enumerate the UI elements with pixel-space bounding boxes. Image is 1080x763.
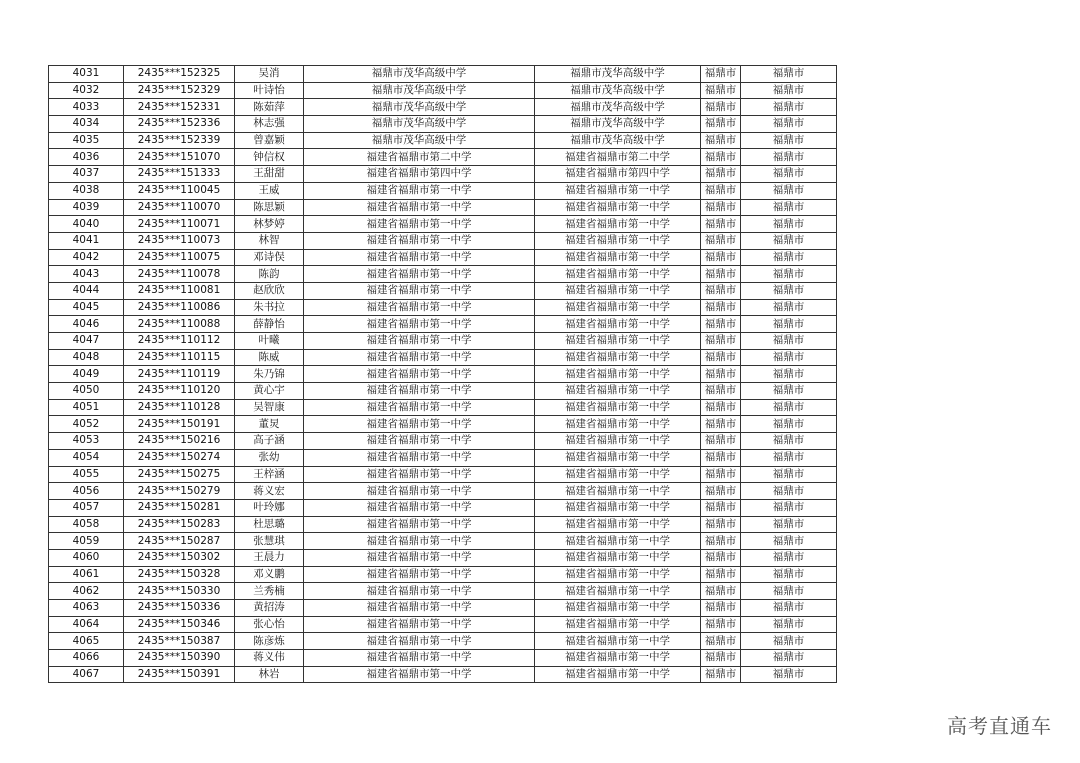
- cell-name: 林岩: [235, 666, 304, 683]
- table-row: [49, 299, 837, 316]
- cell-city: 福鼎市: [701, 132, 741, 149]
- table-row: [49, 349, 837, 366]
- cell-school-registered: 福建省福鼎市第一中学: [535, 466, 701, 483]
- cell-school: 福建省福鼎市第二中学: [304, 149, 535, 166]
- cell-school-registered: 福建省福鼎市第一中学: [535, 232, 701, 249]
- cell-name: 王威: [235, 182, 304, 199]
- cell-index: 4050: [49, 383, 124, 400]
- table-row: [49, 433, 837, 450]
- cell-index: 4052: [49, 416, 124, 433]
- cell-city: 福鼎市: [701, 666, 741, 683]
- cell-index: 4056: [49, 483, 124, 500]
- cell-region: 福鼎市: [741, 499, 837, 516]
- cell-index: 4043: [49, 266, 124, 283]
- cell-region: 福鼎市: [741, 483, 837, 500]
- cell-exam-id: 2435***150216: [124, 433, 235, 450]
- cell-city: 福鼎市: [701, 466, 741, 483]
- table-row: [49, 583, 837, 600]
- cell-index: 4058: [49, 516, 124, 533]
- cell-exam-id: 2435***110115: [124, 349, 235, 366]
- cell-exam-id: 2435***150390: [124, 650, 235, 667]
- cell-school: 福鼎市茂华高级中学: [304, 132, 535, 149]
- cell-exam-id: 2435***151070: [124, 149, 235, 166]
- cell-name: 林梦婷: [235, 216, 304, 233]
- cell-region: 福鼎市: [741, 366, 837, 383]
- cell-school: 福建省福鼎市第一中学: [304, 433, 535, 450]
- cell-school-registered: 福建省福鼎市第一中学: [535, 633, 701, 650]
- cell-school-registered: 福建省福鼎市第一中学: [535, 600, 701, 617]
- cell-index: 4048: [49, 349, 124, 366]
- cell-name: 王晨力: [235, 549, 304, 566]
- cell-exam-id: 2435***110119: [124, 366, 235, 383]
- cell-index: 4036: [49, 149, 124, 166]
- cell-school-registered: 福建省福鼎市第一中学: [535, 383, 701, 400]
- cell-school: 福建省福鼎市第一中学: [304, 600, 535, 617]
- cell-city: 福鼎市: [701, 232, 741, 249]
- table-row: [49, 199, 837, 216]
- cell-exam-id: 2435***151333: [124, 166, 235, 183]
- cell-name: 高子涵: [235, 433, 304, 450]
- cell-city: 福鼎市: [701, 583, 741, 600]
- cell-school-registered: 福建省福鼎市第一中学: [535, 182, 701, 199]
- cell-city: 福鼎市: [701, 549, 741, 566]
- cell-name: 兰秀楠: [235, 583, 304, 600]
- cell-school: 福建省福鼎市第一中学: [304, 366, 535, 383]
- cell-index: 4054: [49, 449, 124, 466]
- cell-region: 福鼎市: [741, 66, 837, 83]
- cell-school-registered: 福建省福鼎市第一中学: [535, 316, 701, 333]
- table-row: [49, 399, 837, 416]
- cell-school-registered: 福建省福鼎市第一中学: [535, 416, 701, 433]
- cell-school: 福建省福鼎市第一中学: [304, 216, 535, 233]
- cell-school: 福建省福鼎市第一中学: [304, 583, 535, 600]
- table-row: [49, 132, 837, 149]
- table-row: [49, 633, 837, 650]
- cell-school: 福建省福鼎市第一中学: [304, 316, 535, 333]
- cell-exam-id: 2435***152339: [124, 132, 235, 149]
- cell-school-registered: 福建省福鼎市第一中学: [535, 449, 701, 466]
- cell-city: 福鼎市: [701, 600, 741, 617]
- table-row: [49, 333, 837, 350]
- cell-index: 4031: [49, 66, 124, 83]
- cell-region: 福鼎市: [741, 199, 837, 216]
- cell-index: 4061: [49, 566, 124, 583]
- cell-index: 4034: [49, 116, 124, 133]
- cell-school-registered: 福建省福鼎市第一中学: [535, 333, 701, 350]
- cell-region: 福鼎市: [741, 650, 837, 667]
- cell-school: 福建省福鼎市第一中学: [304, 616, 535, 633]
- cell-city: 福鼎市: [701, 116, 741, 133]
- cell-school-registered: 福建省福鼎市第一中学: [535, 299, 701, 316]
- cell-school: 福建省福鼎市第一中学: [304, 633, 535, 650]
- cell-city: 福鼎市: [701, 433, 741, 450]
- cell-region: 福鼎市: [741, 99, 837, 116]
- table-row: [49, 383, 837, 400]
- cell-city: 福鼎市: [701, 249, 741, 266]
- cell-region: 福鼎市: [741, 149, 837, 166]
- cell-school: 福建省福鼎市第一中学: [304, 650, 535, 667]
- cell-region: 福鼎市: [741, 549, 837, 566]
- cell-name: 陈威: [235, 349, 304, 366]
- cell-name: 张幼: [235, 449, 304, 466]
- table-row: [49, 499, 837, 516]
- cell-city: 福鼎市: [701, 299, 741, 316]
- cell-city: 福鼎市: [701, 266, 741, 283]
- cell-exam-id: 2435***150283: [124, 516, 235, 533]
- table-row: [49, 116, 837, 133]
- cell-exam-id: 2435***150287: [124, 533, 235, 550]
- cell-city: 福鼎市: [701, 99, 741, 116]
- cell-region: 福鼎市: [741, 266, 837, 283]
- cell-city: 福鼎市: [701, 399, 741, 416]
- cell-exam-id: 2435***110088: [124, 316, 235, 333]
- cell-name: 薛静怡: [235, 316, 304, 333]
- cell-region: 福鼎市: [741, 132, 837, 149]
- cell-exam-id: 2435***152331: [124, 99, 235, 116]
- cell-name: 张慧琪: [235, 533, 304, 550]
- cell-name: 邓义鹏: [235, 566, 304, 583]
- cell-name: 朱书拉: [235, 299, 304, 316]
- cell-exam-id: 2435***110120: [124, 383, 235, 400]
- cell-school: 福建省福鼎市第一中学: [304, 449, 535, 466]
- cell-city: 福鼎市: [701, 499, 741, 516]
- cell-city: 福鼎市: [701, 366, 741, 383]
- cell-school: 福建省福鼎市第一中学: [304, 549, 535, 566]
- cell-region: 福鼎市: [741, 282, 837, 299]
- cell-city: 福鼎市: [701, 349, 741, 366]
- cell-school: 福建省福鼎市第一中学: [304, 399, 535, 416]
- cell-index: 4063: [49, 600, 124, 617]
- table-row: [49, 99, 837, 116]
- cell-index: 4035: [49, 132, 124, 149]
- cell-city: 福鼎市: [701, 199, 741, 216]
- cell-exam-id: 2435***110112: [124, 333, 235, 350]
- cell-exam-id: 2435***110071: [124, 216, 235, 233]
- cell-index: 4046: [49, 316, 124, 333]
- table-row: [49, 650, 837, 667]
- cell-name: 林智: [235, 232, 304, 249]
- cell-school-registered: 福鼎市茂华高级中学: [535, 116, 701, 133]
- cell-school-registered: 福建省福鼎市第二中学: [535, 149, 701, 166]
- cell-city: 福鼎市: [701, 633, 741, 650]
- cell-index: 4065: [49, 633, 124, 650]
- table-row: [49, 166, 837, 183]
- cell-exam-id: 2435***152325: [124, 66, 235, 83]
- cell-index: 4045: [49, 299, 124, 316]
- cell-school-registered: 福鼎市茂华高级中学: [535, 66, 701, 83]
- cell-region: 福鼎市: [741, 666, 837, 683]
- cell-exam-id: 2435***150387: [124, 633, 235, 650]
- cell-city: 福鼎市: [701, 516, 741, 533]
- table-row: [49, 66, 837, 83]
- table-row: [49, 416, 837, 433]
- cell-school: 福建省福鼎市第一中学: [304, 299, 535, 316]
- cell-exam-id: 2435***152336: [124, 116, 235, 133]
- cell-index: 4042: [49, 249, 124, 266]
- table-row: [49, 216, 837, 233]
- cell-school: 福建省福鼎市第四中学: [304, 166, 535, 183]
- cell-school: 福建省福鼎市第一中学: [304, 349, 535, 366]
- cell-school: 福建省福鼎市第一中学: [304, 566, 535, 583]
- cell-index: 4039: [49, 199, 124, 216]
- cell-city: 福鼎市: [701, 333, 741, 350]
- table-row: [49, 82, 837, 99]
- cell-name: 钟信权: [235, 149, 304, 166]
- cell-school-registered: 福建省福鼎市第一中学: [535, 282, 701, 299]
- cell-exam-id: 2435***110045: [124, 182, 235, 199]
- cell-name: 蒋义宏: [235, 483, 304, 500]
- cell-index: 4053: [49, 433, 124, 450]
- cell-region: 福鼎市: [741, 583, 837, 600]
- cell-exam-id: 2435***150328: [124, 566, 235, 583]
- cell-name: 赵欣欣: [235, 282, 304, 299]
- cell-school: 福鼎市茂华高级中学: [304, 82, 535, 99]
- cell-index: 4044: [49, 282, 124, 299]
- cell-index: 4064: [49, 616, 124, 633]
- cell-school: 福建省福鼎市第一中学: [304, 282, 535, 299]
- cell-city: 福鼎市: [701, 533, 741, 550]
- cell-school: 福建省福鼎市第一中学: [304, 533, 535, 550]
- cell-name: 叶曦: [235, 333, 304, 350]
- cell-exam-id: 2435***110128: [124, 399, 235, 416]
- cell-city: 福鼎市: [701, 383, 741, 400]
- cell-index: 4033: [49, 99, 124, 116]
- cell-school: 福建省福鼎市第一中学: [304, 483, 535, 500]
- cell-city: 福鼎市: [701, 650, 741, 667]
- cell-region: 福鼎市: [741, 216, 837, 233]
- cell-city: 福鼎市: [701, 616, 741, 633]
- results-table: [48, 65, 837, 683]
- cell-name: 陈彦炼: [235, 633, 304, 650]
- cell-name: 叶玲娜: [235, 499, 304, 516]
- cell-region: 福鼎市: [741, 166, 837, 183]
- cell-name: 蒋义伟: [235, 650, 304, 667]
- cell-school: 福鼎市茂华高级中学: [304, 66, 535, 83]
- table-row: [49, 600, 837, 617]
- cell-exam-id: 2435***110075: [124, 249, 235, 266]
- table-row: [49, 666, 837, 683]
- cell-school: 福鼎市茂华高级中学: [304, 116, 535, 133]
- cell-index: 4067: [49, 666, 124, 683]
- cell-city: 福鼎市: [701, 166, 741, 183]
- cell-city: 福鼎市: [701, 449, 741, 466]
- cell-exam-id: 2435***150191: [124, 416, 235, 433]
- cell-index: 4040: [49, 216, 124, 233]
- cell-exam-id: 2435***150336: [124, 600, 235, 617]
- cell-school-registered: 福建省福鼎市第一中学: [535, 266, 701, 283]
- cell-name: 杜思璐: [235, 516, 304, 533]
- cell-school: 福建省福鼎市第一中学: [304, 499, 535, 516]
- cell-name: 董炅: [235, 416, 304, 433]
- table-row: [49, 282, 837, 299]
- watermark-text: 高考直通车: [947, 714, 1052, 738]
- cell-name: 吴智康: [235, 399, 304, 416]
- cell-region: 福鼎市: [741, 433, 837, 450]
- cell-region: 福鼎市: [741, 566, 837, 583]
- cell-school-registered: 福建省福鼎市第一中学: [535, 433, 701, 450]
- cell-region: 福鼎市: [741, 449, 837, 466]
- cell-index: 4037: [49, 166, 124, 183]
- cell-region: 福鼎市: [741, 232, 837, 249]
- table-row: [49, 533, 837, 550]
- cell-school: 福建省福鼎市第一中学: [304, 666, 535, 683]
- cell-school-registered: 福建省福鼎市第一中学: [535, 650, 701, 667]
- table-row: [49, 366, 837, 383]
- cell-region: 福鼎市: [741, 600, 837, 617]
- cell-exam-id: 2435***150346: [124, 616, 235, 633]
- cell-city: 福鼎市: [701, 182, 741, 199]
- cell-school-registered: 福建省福鼎市第一中学: [535, 616, 701, 633]
- cell-index: 4057: [49, 499, 124, 516]
- table-row: [49, 316, 837, 333]
- cell-region: 福鼎市: [741, 383, 837, 400]
- cell-name: 张心怡: [235, 616, 304, 633]
- table-row: [49, 616, 837, 633]
- cell-region: 福鼎市: [741, 466, 837, 483]
- cell-index: 4062: [49, 583, 124, 600]
- cell-city: 福鼎市: [701, 66, 741, 83]
- cell-exam-id: 2435***150330: [124, 583, 235, 600]
- cell-city: 福鼎市: [701, 216, 741, 233]
- cell-name: 王梓涵: [235, 466, 304, 483]
- cell-name: 吴消: [235, 66, 304, 83]
- cell-region: 福鼎市: [741, 299, 837, 316]
- table-row: [49, 149, 837, 166]
- cell-school-registered: 福建省福鼎市第一中学: [535, 533, 701, 550]
- cell-name: 陈韵: [235, 266, 304, 283]
- cell-school-registered: 福建省福鼎市第四中学: [535, 166, 701, 183]
- cell-region: 福鼎市: [741, 82, 837, 99]
- cell-index: 4047: [49, 333, 124, 350]
- cell-name: 曾嘉颖: [235, 132, 304, 149]
- cell-index: 4059: [49, 533, 124, 550]
- cell-index: 4038: [49, 182, 124, 199]
- cell-region: 福鼎市: [741, 533, 837, 550]
- cell-index: 4066: [49, 650, 124, 667]
- cell-school-registered: 福建省福鼎市第一中学: [535, 399, 701, 416]
- cell-school: 福建省福鼎市第一中学: [304, 249, 535, 266]
- cell-region: 福鼎市: [741, 416, 837, 433]
- cell-region: 福鼎市: [741, 399, 837, 416]
- cell-school-registered: 福鼎市茂华高级中学: [535, 132, 701, 149]
- cell-city: 福鼎市: [701, 282, 741, 299]
- cell-index: 4051: [49, 399, 124, 416]
- table-row: [49, 483, 837, 500]
- cell-school: 福建省福鼎市第一中学: [304, 416, 535, 433]
- cell-school-registered: 福建省福鼎市第一中学: [535, 216, 701, 233]
- cell-school: 福建省福鼎市第一中学: [304, 182, 535, 199]
- cell-school-registered: 福建省福鼎市第一中学: [535, 366, 701, 383]
- cell-region: 福鼎市: [741, 616, 837, 633]
- cell-exam-id: 2435***110070: [124, 199, 235, 216]
- table-row: [49, 449, 837, 466]
- cell-exam-id: 2435***150275: [124, 466, 235, 483]
- table-row: [49, 549, 837, 566]
- cell-school-registered: 福建省福鼎市第一中学: [535, 666, 701, 683]
- cell-region: 福鼎市: [741, 333, 837, 350]
- cell-index: 4049: [49, 366, 124, 383]
- cell-school: 福建省福鼎市第一中学: [304, 466, 535, 483]
- cell-school-registered: 福建省福鼎市第一中学: [535, 583, 701, 600]
- table-row: [49, 516, 837, 533]
- cell-name: 王甜甜: [235, 166, 304, 183]
- cell-city: 福鼎市: [701, 149, 741, 166]
- cell-exam-id: 2435***110086: [124, 299, 235, 316]
- cell-index: 4060: [49, 549, 124, 566]
- cell-region: 福鼎市: [741, 182, 837, 199]
- cell-name: 林志强: [235, 116, 304, 133]
- cell-school-registered: 福建省福鼎市第一中学: [535, 549, 701, 566]
- cell-city: 福鼎市: [701, 566, 741, 583]
- cell-city: 福鼎市: [701, 483, 741, 500]
- cell-name: 朱乃锦: [235, 366, 304, 383]
- table-body: [49, 66, 837, 683]
- cell-school-registered: 福建省福鼎市第一中学: [535, 199, 701, 216]
- cell-index: 4055: [49, 466, 124, 483]
- table-row: [49, 249, 837, 266]
- cell-index: 4041: [49, 232, 124, 249]
- cell-school: 福建省福鼎市第一中学: [304, 333, 535, 350]
- cell-exam-id: 2435***110078: [124, 266, 235, 283]
- cell-exam-id: 2435***110073: [124, 232, 235, 249]
- cell-city: 福鼎市: [701, 416, 741, 433]
- cell-name: 黄招涛: [235, 600, 304, 617]
- cell-school-registered: 福建省福鼎市第一中学: [535, 249, 701, 266]
- table-row: [49, 182, 837, 199]
- cell-index: 4032: [49, 82, 124, 99]
- cell-name: 陈思颖: [235, 199, 304, 216]
- cell-school-registered: 福建省福鼎市第一中学: [535, 499, 701, 516]
- cell-exam-id: 2435***150279: [124, 483, 235, 500]
- cell-school-registered: 福建省福鼎市第一中学: [535, 483, 701, 500]
- cell-school: 福建省福鼎市第一中学: [304, 232, 535, 249]
- cell-school-registered: 福建省福鼎市第一中学: [535, 516, 701, 533]
- cell-name: 叶诗怡: [235, 82, 304, 99]
- cell-school-registered: 福建省福鼎市第一中学: [535, 566, 701, 583]
- cell-region: 福鼎市: [741, 249, 837, 266]
- cell-name: 邓诗俣: [235, 249, 304, 266]
- table-row: [49, 466, 837, 483]
- cell-region: 福鼎市: [741, 516, 837, 533]
- cell-exam-id: 2435***150274: [124, 449, 235, 466]
- cell-school: 福建省福鼎市第一中学: [304, 266, 535, 283]
- cell-region: 福鼎市: [741, 633, 837, 650]
- cell-school: 福建省福鼎市第一中学: [304, 199, 535, 216]
- cell-school-registered: 福鼎市茂华高级中学: [535, 99, 701, 116]
- cell-exam-id: 2435***150391: [124, 666, 235, 683]
- cell-name: 黄心宇: [235, 383, 304, 400]
- cell-school: 福建省福鼎市第一中学: [304, 383, 535, 400]
- table-row: [49, 566, 837, 583]
- cell-school: 福建省福鼎市第一中学: [304, 516, 535, 533]
- cell-city: 福鼎市: [701, 316, 741, 333]
- cell-school-registered: 福鼎市茂华高级中学: [535, 82, 701, 99]
- cell-exam-id: 2435***150281: [124, 499, 235, 516]
- table-row: [49, 266, 837, 283]
- table-row: [49, 232, 837, 249]
- cell-exam-id: 2435***150302: [124, 549, 235, 566]
- cell-exam-id: 2435***152329: [124, 82, 235, 99]
- cell-region: 福鼎市: [741, 116, 837, 133]
- cell-exam-id: 2435***110081: [124, 282, 235, 299]
- cell-name: 陈茹萍: [235, 99, 304, 116]
- cell-city: 福鼎市: [701, 82, 741, 99]
- cell-school: 福鼎市茂华高级中学: [304, 99, 535, 116]
- cell-region: 福鼎市: [741, 316, 837, 333]
- cell-region: 福鼎市: [741, 349, 837, 366]
- cell-school-registered: 福建省福鼎市第一中学: [535, 349, 701, 366]
